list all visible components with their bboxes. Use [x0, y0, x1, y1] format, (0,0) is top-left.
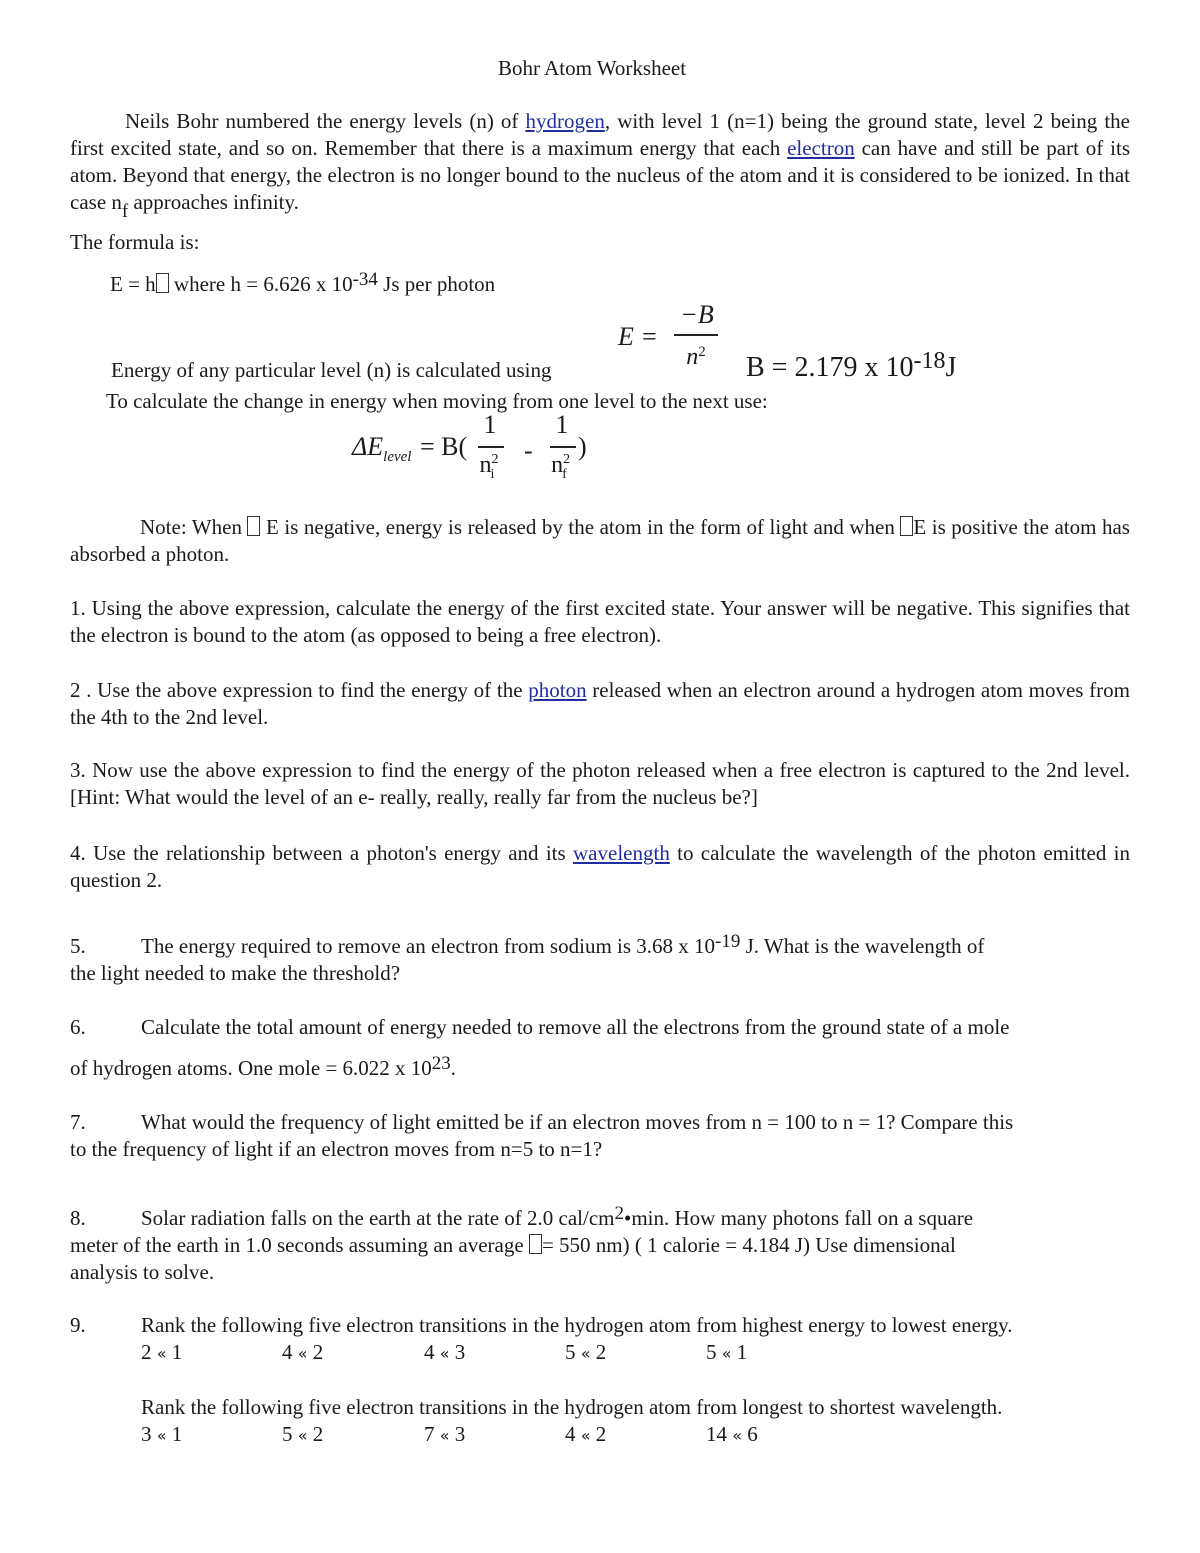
ni-squared: $n^2_i$ — [479, 452, 499, 482]
transition-to: 1 — [166, 1340, 183, 1364]
transition-to: 2 — [307, 1422, 324, 1446]
arrow-icon: « — [721, 1344, 732, 1363]
question-9-number: 9. — [70, 1313, 86, 1337]
transition-from: 4 — [565, 1422, 581, 1446]
transition-to: 6 — [742, 1422, 758, 1446]
transition-row-wavelength — [0, 1422, 1200, 1450]
transition-to: 3 — [449, 1422, 466, 1446]
question-2: 2 . Use the above expression to find the energy of the photon released when an electron around a hydrogen atom moves from the 4th to the 2nd level. — [70, 678, 1130, 729]
question-5-line-2: the light needed to make the threshold? — [70, 961, 401, 985]
transition-from: 4 — [282, 1340, 298, 1364]
fraction-one-ni: 1 — [483, 410, 497, 439]
arrow-icon: « — [732, 1426, 743, 1445]
transition-item — [282, 1340, 323, 1365]
note-text-1: Note: When — [140, 515, 248, 539]
note-paragraph — [70, 514, 1130, 568]
intro-text-2: , with level 1 (n=1) being the ground state, level 2 being the first excited state, and so on. Remember that there is a maximum energy that each — [70, 109, 1130, 160]
note-text-2: E is negative, energy is released by the atom in the form of light and when — [260, 515, 901, 539]
arrow-icon: « — [439, 1426, 450, 1445]
fraction-ni-line — [478, 446, 504, 448]
arrow-icon: « — [439, 1344, 450, 1363]
photon-energy-formula — [110, 269, 496, 297]
hydrogen-link[interactable]: hydrogen — [525, 109, 605, 133]
transition-to: 3 — [449, 1340, 466, 1364]
question-5-line-1: The energy required to remove an electron from sodium is 3.68 x $10^{-19}$ J. What is the wavelength of — [141, 931, 985, 958]
transition-to: 2 — [590, 1422, 607, 1446]
intro-text-4: approaches infinity. — [128, 190, 299, 214]
transition-item — [141, 1340, 182, 1365]
energy-level-text: Energy of any particular level (n) is calculated using — [111, 358, 552, 382]
question-8-line-2: meter of the earth in 1.0 seconds assuming an average = 550 nm) ( 1 calorie = 4.184 J) Use dimensional — [70, 1233, 956, 1257]
transition-item — [706, 1422, 758, 1447]
question-6-line-1: Calculate the total amount of energy needed to remove all the electrons from the ground state of a mole — [141, 1015, 1010, 1039]
arrow-icon: « — [580, 1344, 591, 1363]
transition-from: 3 — [141, 1422, 157, 1446]
question-3: 3. Now use the above expression to find the energy of the photon released when a free electron is captured to the 2nd level. [Hint: What would the level of an e- really, really, really far from the nucleus be?] — [70, 758, 1130, 809]
question-7-number: 7. — [70, 1110, 86, 1134]
intro-text-3: can have and still be part of its atom. Beyond that energy, the electron is no longer bound to the nucleus of the atom and it is considered to be ionized. In that case n — [70, 136, 1130, 214]
question-6-number: 6. — [70, 1015, 86, 1039]
fraction-nf-line — [550, 446, 576, 448]
question-9-energy-prompt: Rank the following five electron transitions in the hydrogen atom from highest energy to lowest energy. — [141, 1313, 1013, 1337]
page-title: Bohr Atom Worksheet — [498, 56, 687, 80]
fraction-minus: - — [524, 436, 533, 465]
transition-to: 1 — [166, 1422, 183, 1446]
intro-text-1: Neils Bohr numbered the energy levels (n) of — [125, 109, 526, 133]
eq-energy-fraction-line — [674, 334, 718, 336]
transition-item — [565, 1422, 606, 1447]
transition-item — [282, 1422, 323, 1447]
transition-from: 4 — [424, 1340, 440, 1364]
question-4: 4. Use the relationship between a photon's energy and its wavelength to calculate the wavelength of the photon emitted in question 2. — [70, 841, 1130, 892]
transition-from: 5 — [706, 1340, 722, 1364]
note-text-3: E is positive the atom has absorbed a photon. — [70, 515, 1130, 566]
delta-e-equals-b: = B( — [420, 432, 468, 461]
nf-squared: $n^2_f$ — [551, 452, 571, 482]
question-8-number: 8. — [70, 1206, 86, 1230]
transition-from: 5 — [282, 1422, 298, 1446]
planck-text: where h = 6.626 x 10 — [168, 272, 353, 296]
question-6-line-2: of hydrogen atoms. One mole = 6.022 x $10^{23}$. — [70, 1053, 457, 1080]
question-5-number: 5. — [70, 934, 86, 958]
b-constant: B = 2.179 x $10^{-18}J$ — [746, 348, 957, 383]
transition-item — [424, 1340, 465, 1365]
arrow-icon: « — [580, 1426, 591, 1445]
transition-row-energy — [0, 1340, 1200, 1368]
delta-symbol-glyph — [247, 516, 260, 536]
transition-item — [141, 1422, 182, 1447]
question-7-line-1: What would the frequency of light emitted be if an electron moves from n = 100 to n = 1? Compare this — [141, 1110, 1014, 1134]
transition-to: 1 — [731, 1340, 748, 1364]
transition-from: 2 — [141, 1340, 157, 1364]
transition-to: 2 — [590, 1340, 607, 1364]
intro-paragraph — [70, 108, 1130, 222]
fraction-one-nf: 1 — [555, 410, 569, 439]
delta-e-symbol: $\Delta E_{level}$ — [352, 432, 412, 465]
e-equals-h: E = h — [110, 272, 156, 296]
transition-item — [565, 1340, 606, 1365]
question-8-line-1: Solar radiation falls on the earth at the rate of 2.0 cal/$cm^2•\min$. How many photons fall on a square — [141, 1203, 974, 1230]
transition-from: 7 — [424, 1422, 440, 1446]
nf-subscript: f — [121, 201, 129, 222]
lambda-symbol-glyph — [529, 1234, 542, 1254]
change-energy-text: To calculate the change in energy when moving from one level to the next use: — [106, 389, 768, 413]
close-paren: ) — [578, 432, 587, 461]
eq-energy-lhs: E = — [618, 322, 658, 351]
arrow-icon: « — [156, 1426, 167, 1445]
delta-symbol-glyph-2 — [900, 516, 913, 536]
question-7-line-2: to the frequency of light if an electron moves from n=5 to n=1? — [70, 1137, 603, 1161]
eq-energy-denominator: $n^2$ — [686, 344, 706, 370]
nu-symbol-glyph — [156, 273, 169, 293]
photon-link[interactable]: photon — [528, 678, 587, 702]
question-8-line-3: analysis to solve. — [70, 1260, 215, 1284]
question-9-wavelength-prompt: Rank the following five electron transitions in the hydrogen atom from longest to shortest wavelength. — [141, 1395, 1003, 1419]
planck-exponent: -34 — [352, 269, 378, 290]
transition-to: 2 — [307, 1340, 324, 1364]
arrow-icon: « — [297, 1344, 308, 1363]
electron-link[interactable]: electron — [787, 136, 855, 160]
transition-from: 5 — [565, 1340, 581, 1364]
question-1: 1. Using the above expression, calculate the energy of the first excited state. Your answer will be negative. This signifies that the electron is bound to the atom (as opposed to being a free electron). — [70, 596, 1130, 647]
arrow-icon: « — [297, 1426, 308, 1445]
planck-unit: Js per photon — [377, 272, 496, 296]
formula-heading: The formula is: — [70, 230, 200, 254]
wavelength-link[interactable]: wavelength — [573, 841, 670, 865]
arrow-icon: « — [156, 1344, 167, 1363]
transition-item — [706, 1340, 747, 1365]
eq-energy-numerator: −B — [680, 300, 714, 329]
transition-from: 14 — [706, 1422, 733, 1446]
transition-item — [424, 1422, 465, 1447]
